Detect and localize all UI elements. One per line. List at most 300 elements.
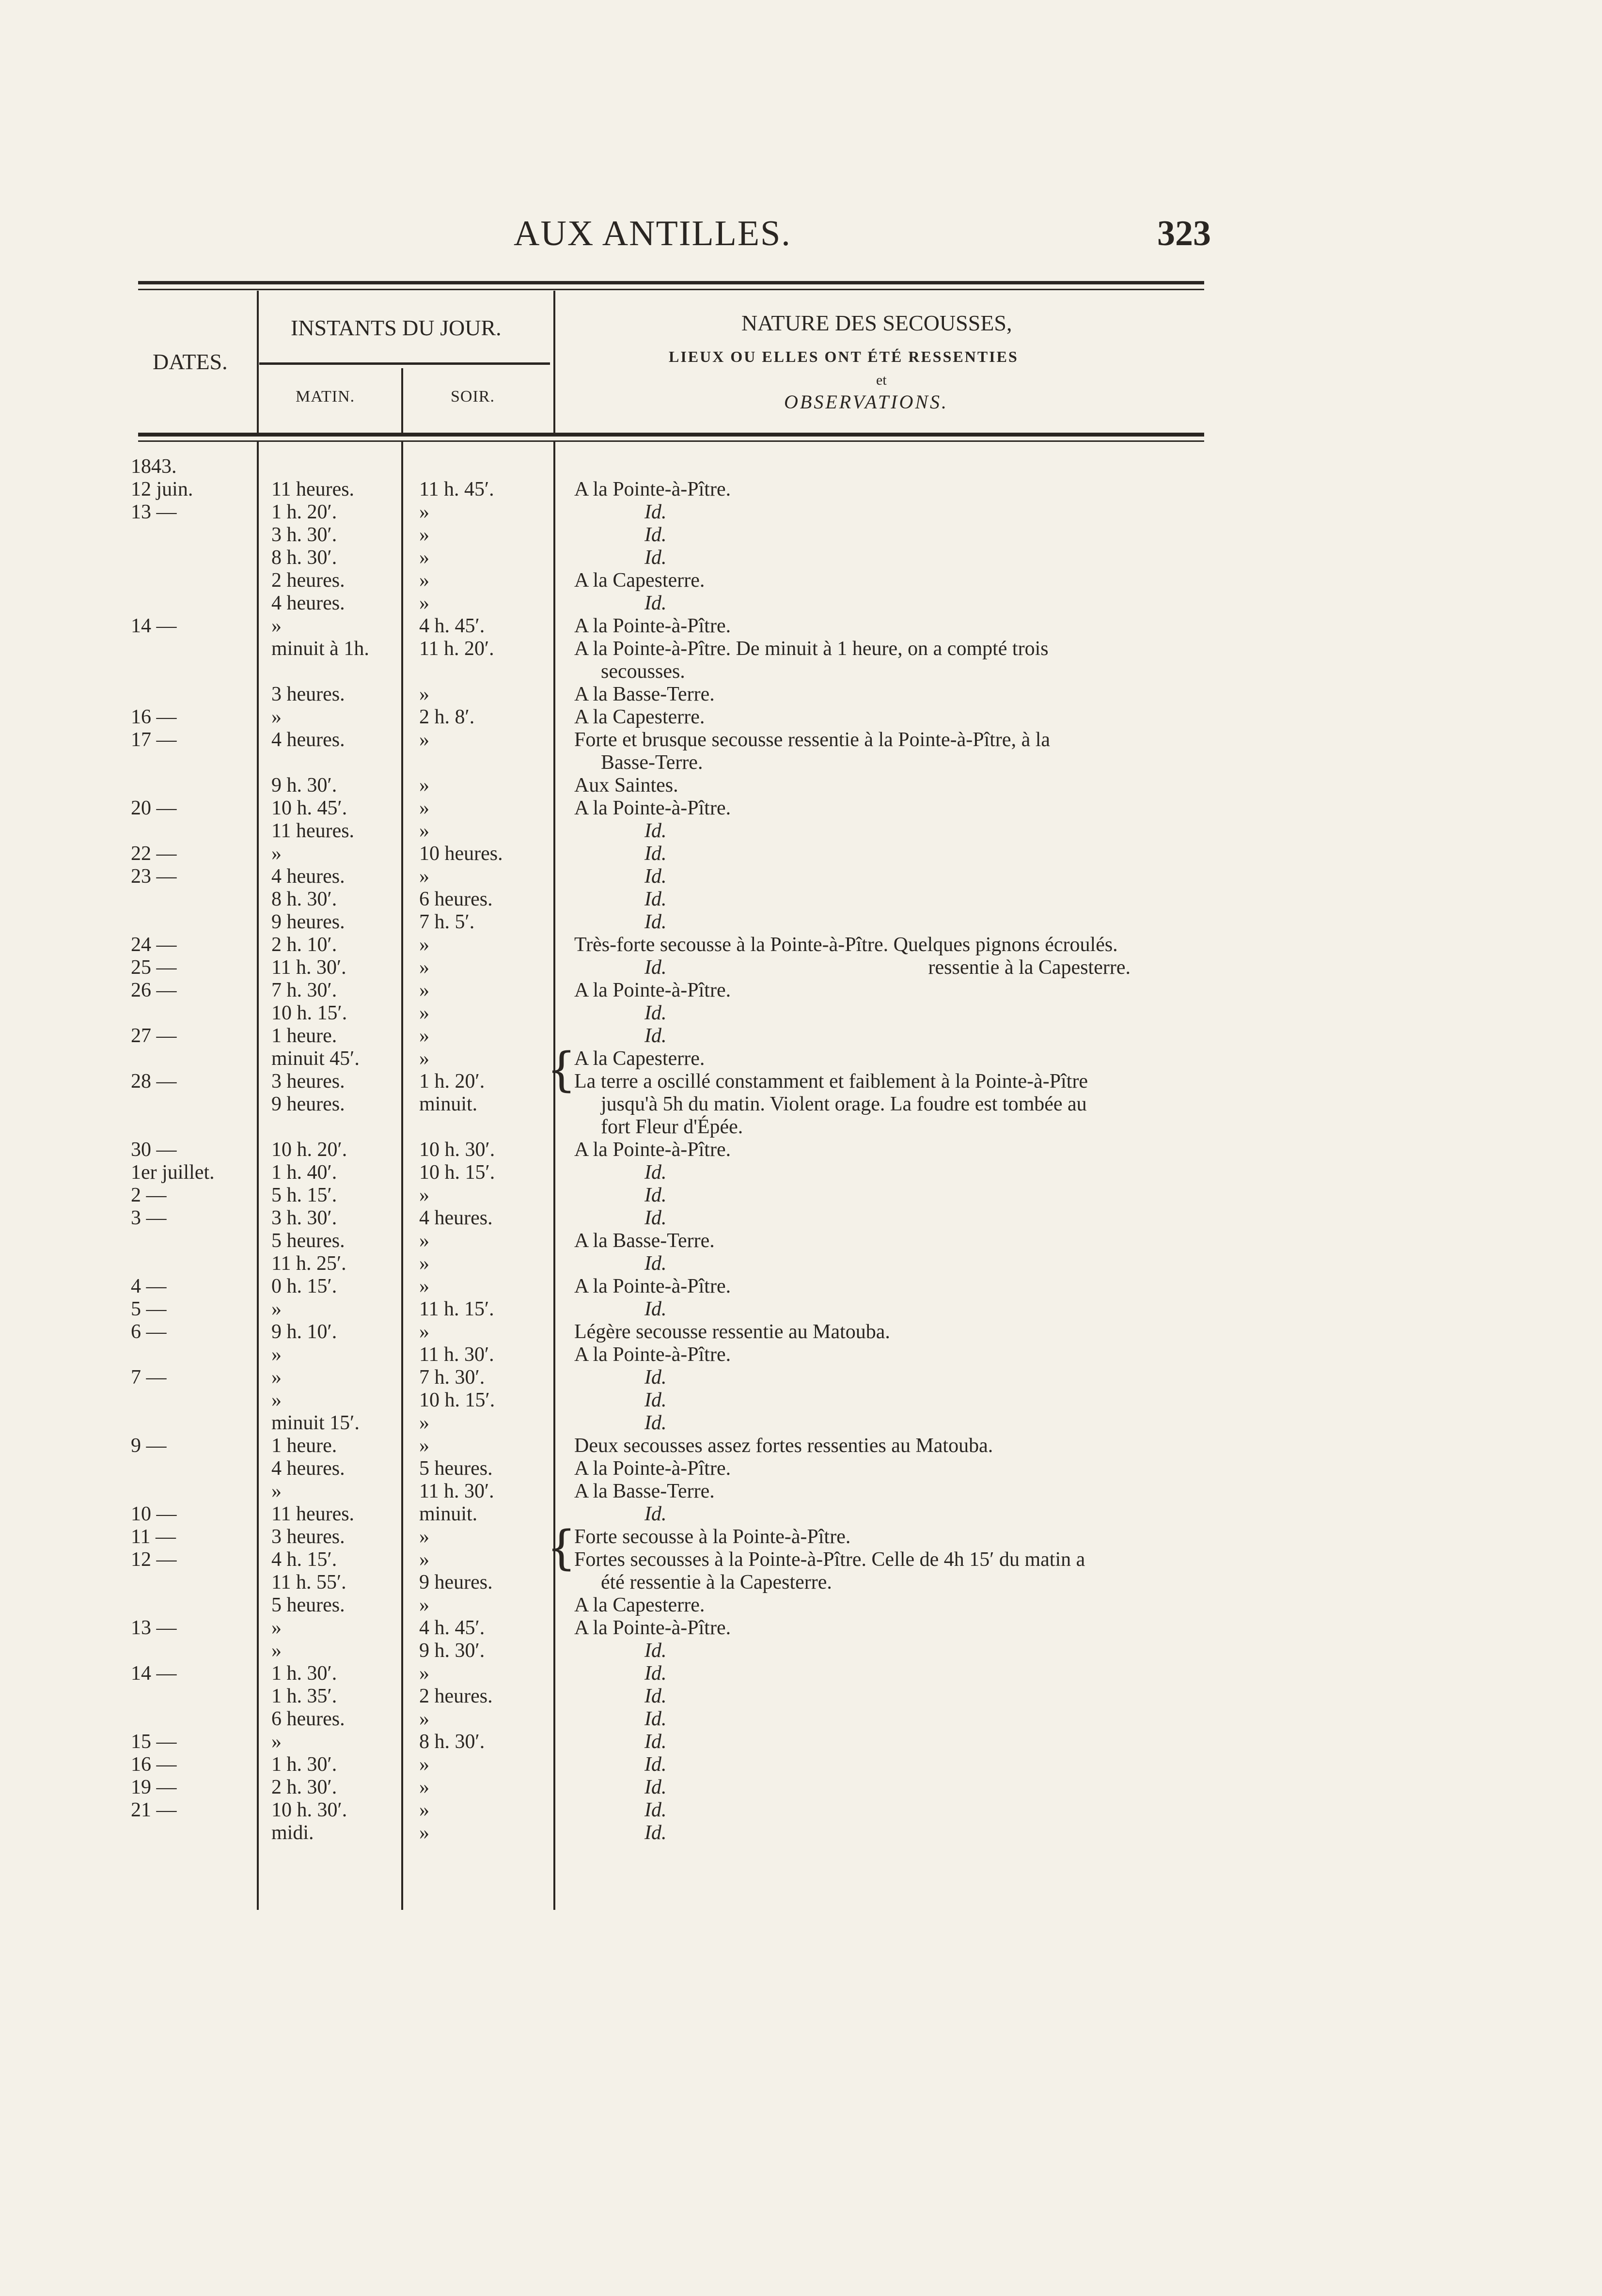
nature-cell (574, 1480, 715, 1503)
nature-cell (574, 683, 715, 706)
table-row (0, 1753, 1602, 1776)
table-row (0, 911, 1602, 934)
soir-cell: » (419, 1708, 429, 1730)
table-row (0, 1480, 1602, 1503)
nature-cell (644, 1025, 667, 1047)
date-cell: 1843. (131, 455, 177, 478)
soir-cell: » (419, 1822, 429, 1844)
table-row (0, 797, 1602, 820)
table-row (0, 683, 1602, 706)
nature-text: Id. (644, 1025, 667, 1047)
date-cell: 6 — (131, 1321, 167, 1343)
nature-cell (644, 1662, 667, 1685)
column-header-dates: DATES. (153, 349, 228, 374)
nature-text: Id. (644, 1002, 667, 1024)
nature-cell (574, 1070, 1088, 1093)
matin-cell: 9 heures. (271, 1093, 345, 1115)
soir-cell: minuit. (419, 1503, 478, 1525)
matin-cell: 5 h. 15′. (271, 1184, 337, 1206)
date-cell: 23 — (131, 865, 177, 888)
table-row (0, 1275, 1602, 1298)
nature-text: Basse-Terre. (601, 751, 703, 774)
soir-cell: 7 h. 5′. (419, 911, 475, 933)
nature-suffix: ressentie à la Capesterre. (928, 956, 1131, 979)
top-rule-thin (138, 289, 1204, 290)
soir-cell: » (419, 1275, 429, 1297)
matin-cell: 5 heures. (271, 1230, 345, 1252)
nature-text: A la Capesterre. (574, 706, 705, 728)
table-row (0, 1503, 1602, 1526)
nature-cell (644, 524, 667, 547)
nature-cell (574, 774, 678, 797)
matin-cell: 4 heures. (271, 865, 345, 888)
date-cell: 24 — (131, 934, 177, 956)
date-cell: 13 — (131, 1617, 177, 1639)
nature-text: A la Capesterre. (574, 1047, 705, 1070)
table-row (0, 1457, 1602, 1480)
table-row (0, 774, 1602, 797)
table-row (0, 1571, 1602, 1594)
soir-cell: » (419, 547, 429, 569)
nature-cell (574, 478, 731, 501)
soir-cell: » (419, 1548, 429, 1571)
soir-cell: » (419, 1184, 429, 1206)
matin-cell: 11 h. 25′. (271, 1252, 346, 1275)
top-rule (138, 281, 1204, 284)
nature-cell (644, 820, 667, 843)
matin-cell: » (271, 706, 282, 728)
table-row (0, 1640, 1602, 1662)
nature-cell (574, 1321, 890, 1343)
matin-cell: » (271, 1640, 282, 1662)
column-header-matin: MATIN. (296, 388, 355, 406)
nature-text: A la Pointe-à-Pître. (574, 1343, 731, 1366)
nature-cell (574, 1526, 850, 1548)
nature-text: A la Pointe-à-Pître. (574, 615, 731, 637)
nature-text: Id. (644, 1685, 667, 1707)
nature-cell (574, 1617, 731, 1640)
nature-text: Forte et brusque secousse ressentie à la Pointe-à-Pître, à la (574, 729, 1051, 751)
table-row (0, 1047, 1602, 1070)
nature-text: A la Basse-Terre. (574, 1480, 715, 1502)
column-header-soir: SOIR. (451, 388, 495, 406)
date-cell: 4 — (131, 1275, 167, 1297)
nature-cell (601, 1571, 832, 1594)
nature-cell (644, 1731, 667, 1753)
nature-text: Id. (644, 592, 667, 614)
matin-cell: 10 h. 45′. (271, 797, 347, 819)
nature-text: A la Pointe-à-Pître. (574, 1139, 731, 1161)
nature-text: Forte secousse à la Pointe-à-Pître. (574, 1526, 851, 1548)
soir-cell: 10 heures. (419, 843, 503, 865)
nature-text: Id. (644, 1389, 667, 1411)
nature-text: Id. (644, 1731, 667, 1753)
table-row (0, 1389, 1602, 1412)
table-row (0, 934, 1602, 956)
nature-text: Id. (644, 1298, 667, 1320)
nature-cell (601, 1093, 1087, 1116)
nature-cell (574, 615, 731, 638)
table-row (0, 1252, 1602, 1275)
nature-cell (644, 1640, 667, 1662)
matin-cell: 1 heure. (271, 1435, 337, 1457)
nature-cell (644, 1776, 667, 1799)
table-body (0, 455, 1602, 1844)
matin-cell: 11 heures. (271, 478, 355, 500)
table-row (0, 956, 1602, 979)
matin-cell: 1 h. 30′. (271, 1753, 337, 1776)
soir-cell: 5 heures. (419, 1457, 493, 1480)
matin-cell: minuit 15′. (271, 1412, 360, 1434)
matin-cell: 6 heures. (271, 1708, 345, 1730)
soir-cell: 8 h. 30′. (419, 1731, 485, 1753)
nature-text: Aux Saintes. (574, 774, 678, 797)
nature-text: Id. (644, 1161, 667, 1184)
nature-cell (574, 1230, 715, 1252)
matin-cell: 4 h. 15′. (271, 1548, 337, 1571)
soir-cell: » (419, 683, 429, 705)
nature-cell (644, 1822, 667, 1844)
table-row (0, 1708, 1602, 1731)
nature-cell (574, 1457, 731, 1480)
nature-text: A la Pointe-à-Pître. (574, 1617, 731, 1639)
matin-cell: 3 h. 30′. (271, 1207, 337, 1229)
nature-cell (644, 1708, 667, 1731)
table-row (0, 1343, 1602, 1366)
table-row (0, 1617, 1602, 1640)
matin-cell: minuit à 1h. (271, 638, 369, 660)
page-number: 323 (1157, 214, 1211, 253)
nature-cell (644, 1161, 667, 1184)
nature-cell (644, 1799, 667, 1822)
table-row (0, 1298, 1602, 1321)
matin-cell: 10 h. 30′. (271, 1799, 347, 1821)
date-cell: 3 — (131, 1207, 167, 1229)
column-header-observations: OBSERVATIONS. (784, 391, 949, 413)
matin-cell: 4 heures. (271, 592, 345, 614)
nature-text: Id. (644, 1252, 667, 1275)
table-row (0, 1230, 1602, 1252)
nature-text: Id. (644, 1366, 667, 1389)
soir-cell: 7 h. 30′. (419, 1366, 485, 1389)
instants-subrule (259, 362, 550, 365)
table-row (0, 1002, 1602, 1025)
matin-cell: » (271, 1343, 282, 1366)
table-row (0, 1139, 1602, 1161)
nature-text: Id. (644, 843, 667, 865)
nature-text: A la Pointe-à-Pître. De minuit à 1 heure, on a compté trois (574, 638, 1049, 660)
table-row (0, 1025, 1602, 1047)
matin-cell: 1 h. 35′. (271, 1685, 337, 1707)
nature-text: été ressentie à la Capesterre. (601, 1571, 832, 1593)
matin-cell: » (271, 1617, 282, 1639)
nature-text: A la Pointe-à-Pître. (574, 979, 731, 1001)
table-row (0, 1594, 1602, 1617)
table-row (0, 524, 1602, 547)
nature-cell (601, 1116, 743, 1139)
soir-cell: 10 h. 30′. (419, 1139, 495, 1161)
soir-cell: » (419, 1412, 429, 1434)
nature-text: Id. (644, 888, 667, 910)
nature-cell (574, 979, 731, 1002)
nature-cell (574, 797, 731, 820)
soir-cell: 2 heures. (419, 1685, 493, 1707)
soir-cell: 11 h. 30′. (419, 1480, 494, 1502)
column-divider (401, 368, 403, 433)
nature-text: Deux secousses assez fortes ressenties au Matouba. (574, 1435, 993, 1457)
nature-text: A la Basse-Terre. (574, 1230, 715, 1252)
soir-cell: » (419, 1799, 429, 1821)
table-row (0, 843, 1602, 865)
date-cell: 30 — (131, 1139, 177, 1161)
nature-cell (644, 1366, 667, 1389)
matin-cell: 11 h. 30′. (271, 956, 346, 979)
nature-cell (644, 865, 667, 888)
date-cell: 12 — (131, 1548, 177, 1571)
nature-text: La terre a oscillé constamment et faiblement à la Pointe-à-Pître (574, 1070, 1088, 1093)
nature-cell (601, 660, 685, 683)
date-cell: 17 — (131, 729, 177, 751)
soir-cell: 9 heures. (419, 1571, 493, 1593)
nature-text: Id. (644, 1753, 667, 1776)
table-row (0, 1526, 1602, 1548)
matin-cell: 1 heure. (271, 1025, 337, 1047)
matin-cell: 4 heures. (271, 729, 345, 751)
nature-cell (644, 1412, 667, 1435)
nature-text: A la Basse-Terre. (574, 683, 715, 705)
nature-cell (644, 1685, 667, 1708)
soir-cell: » (419, 1025, 429, 1047)
date-cell: 28 — (131, 1070, 177, 1093)
soir-cell: » (419, 1594, 429, 1616)
matin-cell: midi. (271, 1822, 314, 1844)
matin-cell: 1 h. 40′. (271, 1161, 337, 1184)
table-row (0, 1321, 1602, 1343)
nature-text: Id. (644, 1799, 667, 1821)
table-row (0, 660, 1602, 683)
nature-cell (644, 1207, 667, 1230)
nature-cell (644, 1389, 667, 1412)
soir-cell: 4 h. 45′. (419, 1617, 485, 1639)
nature-text: Id. (644, 1822, 667, 1844)
soir-cell: 10 h. 15′. (419, 1161, 495, 1184)
matin-cell: 3 h. 30′. (271, 524, 337, 546)
nature-text: Id. (644, 524, 667, 546)
table-row (0, 1093, 1602, 1116)
soir-cell: » (419, 1047, 429, 1070)
table-row (0, 1366, 1602, 1389)
nature-cell (644, 1298, 667, 1321)
nature-text: Très-forte secousse à la Pointe-à-Pître. Quelques pignons écroulés. (574, 934, 1118, 956)
matin-cell: 5 heures. (271, 1594, 345, 1616)
date-cell: 10 — (131, 1503, 177, 1525)
date-cell: 20 — (131, 797, 177, 819)
nature-cell (574, 1047, 705, 1070)
nature-text: A la Capesterre. (574, 569, 705, 592)
soir-cell: » (419, 729, 429, 751)
date-cell: 25 — (131, 956, 177, 979)
soir-cell: » (419, 934, 429, 956)
soir-cell: 11 h. 30′. (419, 1343, 494, 1366)
soir-cell: » (419, 1252, 429, 1275)
date-cell: 14 — (131, 615, 177, 637)
table-row (0, 865, 1602, 888)
soir-cell: » (419, 569, 429, 592)
soir-cell: » (419, 774, 429, 797)
date-cell: 14 — (131, 1662, 177, 1685)
table-row (0, 979, 1602, 1002)
soir-cell: » (419, 1230, 429, 1252)
soir-cell: » (419, 1753, 429, 1776)
nature-cell (574, 1548, 1085, 1571)
soir-cell: minuit. (419, 1093, 478, 1115)
column-header-instants: INSTANTS DU JOUR. (291, 315, 502, 340)
table-row (0, 888, 1602, 911)
table-row (0, 1776, 1602, 1799)
table-row (0, 1116, 1602, 1139)
header-rule-thin (138, 440, 1204, 442)
matin-cell: » (271, 1389, 282, 1411)
matin-cell: 9 heures. (271, 911, 345, 933)
date-cell: 11 — (131, 1526, 176, 1548)
nature-text: Id. (644, 911, 667, 933)
soir-cell: 10 h. 15′. (419, 1389, 495, 1411)
matin-cell: 0 h. 15′. (271, 1275, 337, 1297)
nature-cell (644, 501, 667, 524)
nature-cell (644, 911, 667, 934)
nature-text: Fortes secousses à la Pointe-à-Pître. Celle de 4h 15′ du matin a (574, 1548, 1085, 1571)
soir-cell: » (419, 1435, 429, 1457)
table-row (0, 1207, 1602, 1230)
nature-cell (644, 1184, 667, 1207)
soir-cell: » (419, 865, 429, 888)
table-row (0, 820, 1602, 843)
nature-text: Id. (644, 865, 667, 888)
nature-cell (644, 547, 667, 569)
table-row (0, 729, 1602, 751)
date-cell: 15 — (131, 1731, 177, 1753)
soir-cell: 2 h. 8′. (419, 706, 475, 728)
date-cell: 5 — (131, 1298, 167, 1320)
matin-cell: » (271, 615, 282, 637)
nature-text: Id. (644, 956, 667, 979)
soir-cell: » (419, 592, 429, 614)
nature-text: Id. (644, 1184, 667, 1206)
matin-cell: 4 heures. (271, 1457, 345, 1480)
nature-cell (644, 1753, 667, 1776)
nature-text: Id. (644, 547, 667, 569)
table-row (0, 1412, 1602, 1435)
nature-text: A la Pointe-à-Pître. (574, 1457, 731, 1480)
soir-cell: » (419, 1662, 429, 1685)
matin-cell: 10 h. 15′. (271, 1002, 347, 1024)
table-row (0, 1662, 1602, 1685)
soir-cell: » (419, 820, 429, 842)
nature-text: jusqu'à 5h du matin. Violent orage. La foudre est tombée au (601, 1093, 1087, 1115)
nature-cell (574, 934, 1118, 956)
column-divider (553, 291, 555, 433)
date-cell: 13 — (131, 501, 177, 523)
nature-cell (601, 751, 703, 774)
nature-text: Légère secousse ressentie au Matouba. (574, 1321, 890, 1343)
matin-cell: » (271, 1731, 282, 1753)
matin-cell: 11 heures. (271, 820, 355, 842)
soir-cell: » (419, 797, 429, 819)
nature-text: A la Pointe-à-Pître. (574, 478, 731, 500)
running-head: AUX ANTILLES. (514, 214, 791, 253)
soir-cell: 4 h. 45′. (419, 615, 485, 637)
soir-cell: 1 h. 20′. (419, 1070, 485, 1093)
nature-cell (574, 1594, 705, 1617)
nature-text: Id. (644, 1207, 667, 1229)
date-cell: 27 — (131, 1025, 177, 1047)
soir-cell: 11 h. 45′. (419, 478, 494, 500)
nature-cell (574, 638, 1049, 660)
matin-cell: » (271, 1480, 282, 1502)
brace-glyph: { (547, 1043, 577, 1097)
matin-cell: 11 h. 55′. (271, 1571, 346, 1593)
table-row (0, 501, 1602, 524)
nature-cell (574, 1343, 731, 1366)
nature-cell (574, 706, 705, 729)
matin-cell: 2 h. 30′. (271, 1776, 337, 1798)
date-cell: 12 juin. (131, 478, 193, 500)
table-row (0, 615, 1602, 638)
matin-cell: 3 heures. (271, 1070, 345, 1093)
soir-cell: » (419, 1002, 429, 1024)
table-row (0, 1685, 1602, 1708)
table-row (0, 706, 1602, 729)
matin-cell: 8 h. 30′. (271, 888, 337, 910)
soir-cell: » (419, 524, 429, 546)
matin-cell: 2 heures. (271, 569, 345, 592)
soir-cell: » (419, 979, 429, 1001)
date-cell: 22 — (131, 843, 177, 865)
nature-cell (644, 956, 1131, 979)
soir-cell: » (419, 1321, 429, 1343)
nature-text: Id. (644, 1708, 667, 1730)
nature-text: Id. (644, 501, 667, 523)
soir-cell: » (419, 501, 429, 523)
column-header-nature: NATURE DES SECOUSSES, (741, 311, 1012, 335)
soir-cell: 11 h. 15′. (419, 1298, 494, 1320)
soir-cell: 11 h. 20′. (419, 638, 494, 660)
nature-cell (574, 1275, 731, 1298)
table-row (0, 1161, 1602, 1184)
date-cell: 19 — (131, 1776, 177, 1798)
nature-text: A la Pointe-à-Pître. (574, 1275, 731, 1297)
nature-cell (644, 1252, 667, 1275)
table-row (0, 455, 1602, 478)
soir-cell: 6 heures. (419, 888, 493, 910)
date-cell: 2 — (131, 1184, 167, 1206)
date-cell: 16 — (131, 1753, 177, 1776)
nature-text: Id. (644, 1640, 667, 1662)
date-cell: 16 — (131, 706, 177, 728)
soir-cell: 4 heures. (419, 1207, 493, 1229)
matin-cell: 2 h. 10′. (271, 934, 337, 956)
nature-cell (574, 1435, 993, 1457)
table-row (0, 547, 1602, 569)
nature-cell (644, 592, 667, 615)
column-header-lieux: LIEUX OU ELLES ONT ÉTÉ RESSENTIES (669, 348, 1019, 365)
matin-cell: 1 h. 30′. (271, 1662, 337, 1685)
nature-cell (644, 1503, 667, 1526)
column-divider (257, 291, 259, 433)
matin-cell: 8 h. 30′. (271, 547, 337, 569)
table-row (0, 478, 1602, 501)
table-row (0, 751, 1602, 774)
